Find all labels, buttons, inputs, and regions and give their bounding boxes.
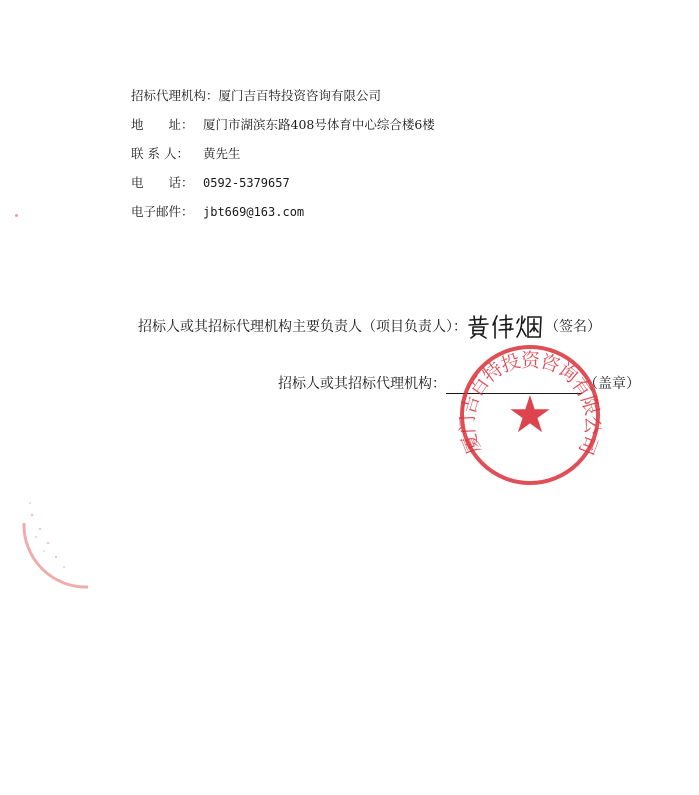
- company-seal: [458, 343, 602, 487]
- email-row: [131, 203, 304, 221]
- sign-suffix: （签名）: [545, 319, 601, 335]
- company-seal-graphic: [458, 343, 602, 487]
- handwritten-signature: [467, 317, 545, 337]
- seal-bleed-graphic: [18, 495, 98, 595]
- signature-strokes: [467, 313, 545, 339]
- phone-row: [131, 174, 290, 192]
- address-label: 地 址：: [131, 117, 194, 132]
- stray-mark: [15, 214, 18, 217]
- address-row: [131, 116, 435, 134]
- contact-label: 联 系 人：: [131, 146, 189, 161]
- contact-row: [131, 145, 241, 163]
- email-value: jbt669@163.com: [203, 205, 305, 219]
- phone-label: 电 话：: [131, 175, 194, 190]
- phone-value: 0592-5379657: [203, 176, 290, 190]
- responsible-label: 招标人或其招标代理机构主要负责人（项目负责人）：: [138, 319, 467, 335]
- agency-row: [131, 87, 381, 105]
- seal-star-icon: [510, 395, 549, 432]
- faint-seal-bleed: [18, 495, 98, 595]
- agency-seal-label: 招标人或其招标代理机构：: [278, 376, 446, 392]
- seal-text: 厦门吉百特投资咨询有限公司: [458, 349, 602, 457]
- email-label: 电子邮件：: [131, 204, 194, 219]
- contact-value: 黄先生: [203, 146, 241, 161]
- responsible-signature-line: [138, 317, 601, 337]
- address-value: 厦门市湖滨东路408号体育中心综合楼6楼: [203, 117, 435, 132]
- agency-label: 招标代理机构：: [131, 88, 219, 103]
- seal-suffix: （盖章）: [584, 376, 640, 392]
- agency-value: 厦门吉百特投资咨询有限公司: [218, 88, 382, 103]
